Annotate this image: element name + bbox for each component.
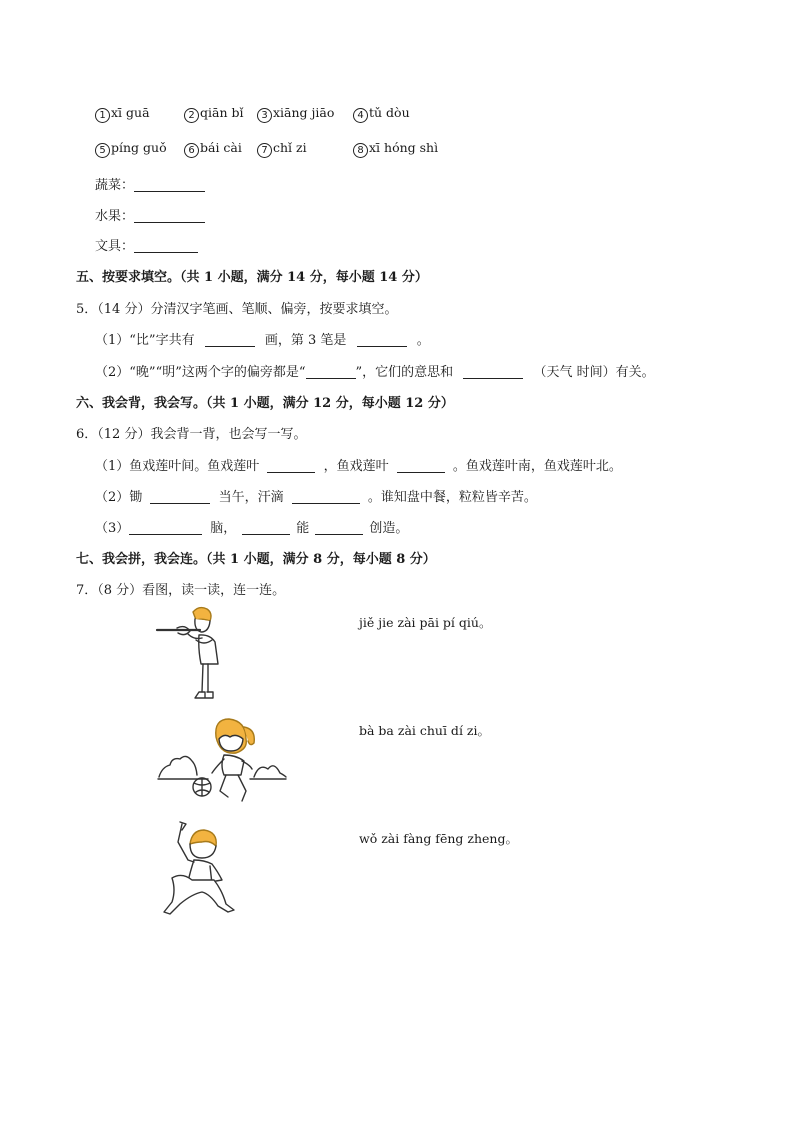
answer-blank[interactable] bbox=[134, 208, 205, 223]
question-7: 7．（8 分）看图，读一读，连一连。 bbox=[76, 583, 286, 598]
category-fruits bbox=[95, 205, 205, 224]
category-stationery bbox=[95, 235, 198, 254]
q5-item-2-text: ”，它们的意思和 bbox=[355, 365, 454, 380]
kite-flying-boy-illustration[interactable] bbox=[152, 820, 242, 924]
q6-item-2 bbox=[95, 486, 537, 505]
answer-blank[interactable] bbox=[397, 458, 445, 473]
word-pinyin: xī hóng shì bbox=[369, 140, 439, 155]
q6-item-2-text: 当午，汗滴 bbox=[218, 490, 284, 505]
q6-item-3 bbox=[95, 517, 408, 536]
category-label: 水果： bbox=[95, 209, 135, 224]
category-label: 文具： bbox=[95, 239, 135, 254]
answer-blank[interactable] bbox=[267, 458, 315, 473]
word-pinyin: chǐ zi bbox=[273, 140, 307, 155]
word-8 bbox=[353, 140, 438, 158]
word-pinyin: tǔ dòu bbox=[369, 105, 410, 120]
word-4 bbox=[353, 105, 410, 123]
circled-number: 2 bbox=[184, 108, 199, 123]
q5-item-1-text: （1）“比”字共有 bbox=[95, 333, 195, 348]
word-pinyin: qiān bǐ bbox=[200, 105, 244, 120]
word-2 bbox=[184, 105, 243, 123]
q6-item-3-text: （3） bbox=[95, 521, 130, 536]
q5-item-1-text: 。 bbox=[416, 333, 430, 348]
q6-item-1-text: （1）鱼戏莲叶间。鱼戏莲叶 bbox=[95, 459, 260, 474]
q6-item-1 bbox=[95, 455, 622, 474]
sentence-2[interactable]: bà ba zài chuī dí zi。 bbox=[359, 723, 490, 738]
flute-player-illustration[interactable] bbox=[152, 604, 232, 704]
word-pinyin: xī guā bbox=[111, 105, 150, 120]
answer-blank[interactable] bbox=[134, 238, 198, 253]
section-6-heading: 六、我会背，我会写。（共 1 小题，满分 12 分，每小题 12 分） bbox=[76, 396, 454, 411]
q5-item-2-text: （天气 时间）有关。 bbox=[533, 365, 655, 380]
word-pinyin: bái cài bbox=[200, 140, 242, 155]
q6-item-2-text: （2）锄 bbox=[95, 490, 143, 505]
word-pinyin: píng guǒ bbox=[111, 140, 167, 155]
q5-item-2 bbox=[95, 361, 655, 380]
word-7 bbox=[257, 140, 307, 158]
word-5 bbox=[95, 140, 167, 158]
q6-item-1-text: ，鱼戏莲叶 bbox=[323, 459, 389, 474]
circled-number: 8 bbox=[353, 143, 368, 158]
question-5: 5．（14 分）分清汉字笔画、笔顺、偏旁，按要求填空。 bbox=[76, 302, 398, 317]
q6-item-2-text: 。谁知盘中餐，粒粒皆辛苦。 bbox=[367, 490, 537, 505]
circled-number: 5 bbox=[95, 143, 110, 158]
q5-item-1 bbox=[95, 329, 430, 348]
q6-item-1-text: 。鱼戏莲叶南，鱼戏莲叶北。 bbox=[452, 459, 622, 474]
answer-blank[interactable] bbox=[315, 520, 363, 535]
question-6: 6．（12 分）我会背一背，也会写一写。 bbox=[76, 427, 307, 442]
word-pinyin: xiāng jiāo bbox=[273, 105, 335, 120]
answer-blank[interactable] bbox=[205, 332, 255, 347]
answer-blank[interactable] bbox=[242, 520, 290, 535]
circled-number: 6 bbox=[184, 143, 199, 158]
circled-number: 4 bbox=[353, 108, 368, 123]
answer-blank[interactable] bbox=[357, 332, 407, 347]
circled-number: 1 bbox=[95, 108, 110, 123]
answer-blank[interactable] bbox=[463, 364, 523, 379]
sentence-1[interactable]: jiě jie zài pāi pí qiú。 bbox=[359, 615, 492, 630]
answer-blank[interactable] bbox=[134, 177, 205, 192]
word-3 bbox=[257, 105, 334, 123]
category-vegetables bbox=[95, 174, 205, 193]
answer-blank[interactable] bbox=[129, 520, 202, 535]
q5-item-2-text: （2）“晚”“明”这两个字的偏旁都是“ bbox=[95, 365, 306, 380]
answer-blank[interactable] bbox=[292, 489, 360, 504]
category-label: 蔬菜： bbox=[95, 178, 135, 193]
q5-item-1-text: 画，第 3 笔是 bbox=[264, 333, 347, 348]
q6-item-3-text: 能 bbox=[296, 521, 310, 536]
section-7-heading: 七、我会拼，我会连。（共 1 小题，满分 8 分，每小题 8 分） bbox=[76, 552, 436, 567]
sentence-3[interactable]: wǒ zài fàng fēng zheng。 bbox=[359, 831, 518, 846]
word-1 bbox=[95, 105, 150, 123]
q6-item-3-text: 脑， bbox=[210, 521, 237, 536]
section-5-heading: 五、按要求填空。（共 1 小题，满分 14 分，每小题 14 分） bbox=[76, 270, 428, 285]
word-6 bbox=[184, 140, 242, 158]
answer-blank[interactable] bbox=[306, 364, 356, 379]
circled-number: 3 bbox=[257, 108, 272, 123]
answer-blank[interactable] bbox=[150, 489, 210, 504]
q6-item-3-text: 创造。 bbox=[369, 521, 409, 536]
ball-bouncing-girl-illustration[interactable] bbox=[156, 713, 288, 807]
circled-number: 7 bbox=[257, 143, 272, 158]
